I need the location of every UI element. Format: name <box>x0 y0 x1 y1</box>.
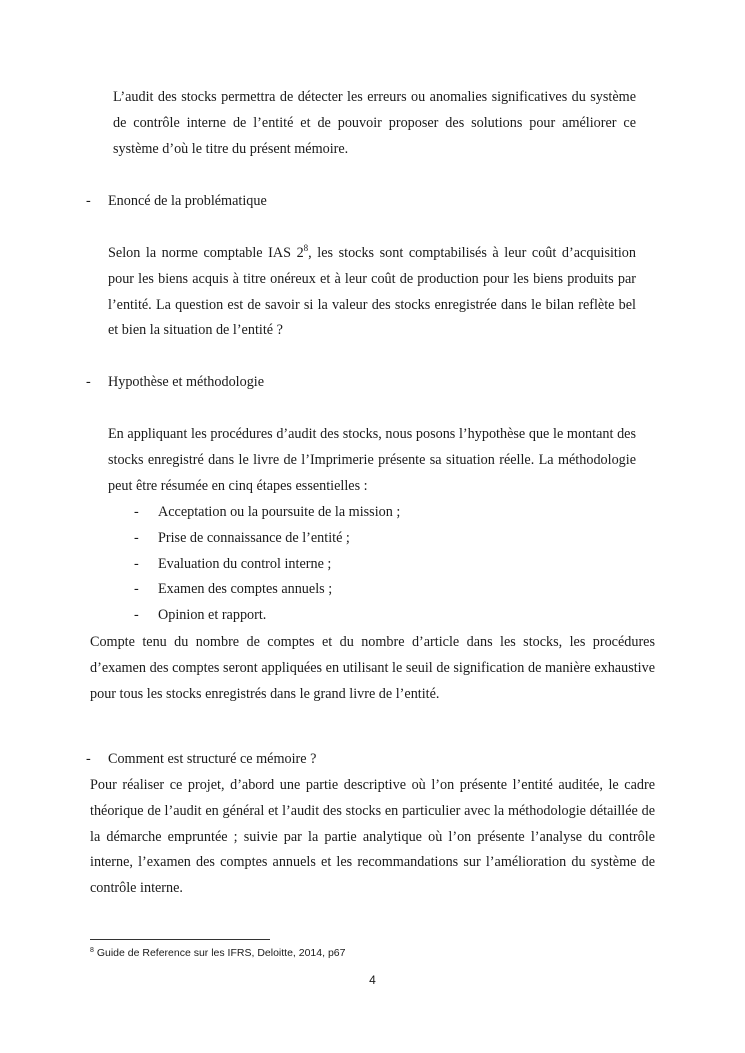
paragraph-text-end: , les stocks sont comptabilisés à leur coût d’acquisition pour les biens acquis à titre onéreux et à leur coût de production pour les biens produits par l’entité. La question est de savoir si la valeur des stocks enregistrée dans le bilan reflète bel et bien la situation de l’entité ? <box>108 245 636 339</box>
list-item: - Examen des comptes annuels ; <box>134 577 400 603</box>
conclusion-paragraph: Compte tenu du nombre de comptes et du nombre d’article dans les stocks, les procédures d’examen des comptes seront appliquées en utilisant le seuil de signification de manière exhaustive pour tous les stocks enregistrés dans le grand livre de l’entité. <box>90 634 655 702</box>
footnote <box>90 946 345 960</box>
bullet-dash: - <box>134 529 139 546</box>
methodology-steps-list <box>134 500 400 629</box>
heading-text: Enoncé de la problématique <box>108 193 267 209</box>
paragraph-text-start: Selon la norme comptable IAS 2 <box>108 245 304 261</box>
bullet-dash: - <box>134 555 139 572</box>
list-item: - Opinion et rapport. <box>134 603 400 629</box>
footnote-text: Guide de Reference sur les IFRS, Deloitte, 2014, p67 <box>93 947 346 959</box>
list-item: - Evaluation du control interne ; <box>134 552 400 578</box>
footnote-separator <box>90 939 270 940</box>
bullet-dash: - <box>134 607 139 624</box>
heading-text: Hypothèse et méthodologie <box>108 374 265 390</box>
footnote-reference[interactable]: 8 <box>303 243 309 253</box>
section-heading-structure <box>86 747 316 773</box>
bullet-dash: - <box>134 581 139 598</box>
page-number: 4 <box>369 973 376 987</box>
hypothese-paragraph: En appliquant les procédures d’audit des stocks, nous posons l’hypothèse que le montant des stocks enregistré dans le livre de l’Imprimerie présente sa situation réelle. La méthodologie peut être résumée en cinq étapes essentielles : <box>108 426 636 494</box>
bullet-dash: - <box>134 504 139 520</box>
intro-paragraph: L’audit des stocks permettra de détecter les erreurs ou anomalies significatives du système de contrôle interne de l’entité et de pouvoir proposer des solutions pour améliorer ce système d’où le titre du présent mémoire. <box>113 89 636 157</box>
section-heading-problematique <box>86 189 267 215</box>
structure-paragraph: Pour réaliser ce projet, d’abord une partie descriptive où l’on présente l’entité auditée, le cadre théorique de l’audit en général et l’audit des stocks en particulier avec la méthodologie détaillée de la démarche empruntée ; suivie par la partie analytique où l’on présente l’analyse du contrôle interne, l’examen des comptes annuels et les recommandations sur l’amélioration du système de contrôle interne. <box>90 777 655 897</box>
footnote-number: 8 <box>90 947 94 954</box>
heading-text: Comment est structuré ce mémoire ? <box>108 751 317 767</box>
problematique-paragraph <box>108 241 636 344</box>
bullet-dash: - <box>86 374 91 390</box>
list-item: - Acceptation ou la poursuite de la mission ; <box>134 500 400 526</box>
list-item: - Prise de connaissance de l’entité ; <box>134 526 400 552</box>
bullet-dash: - <box>86 193 91 209</box>
bullet-dash: - <box>86 751 91 767</box>
section-heading-hypothese <box>86 370 264 396</box>
